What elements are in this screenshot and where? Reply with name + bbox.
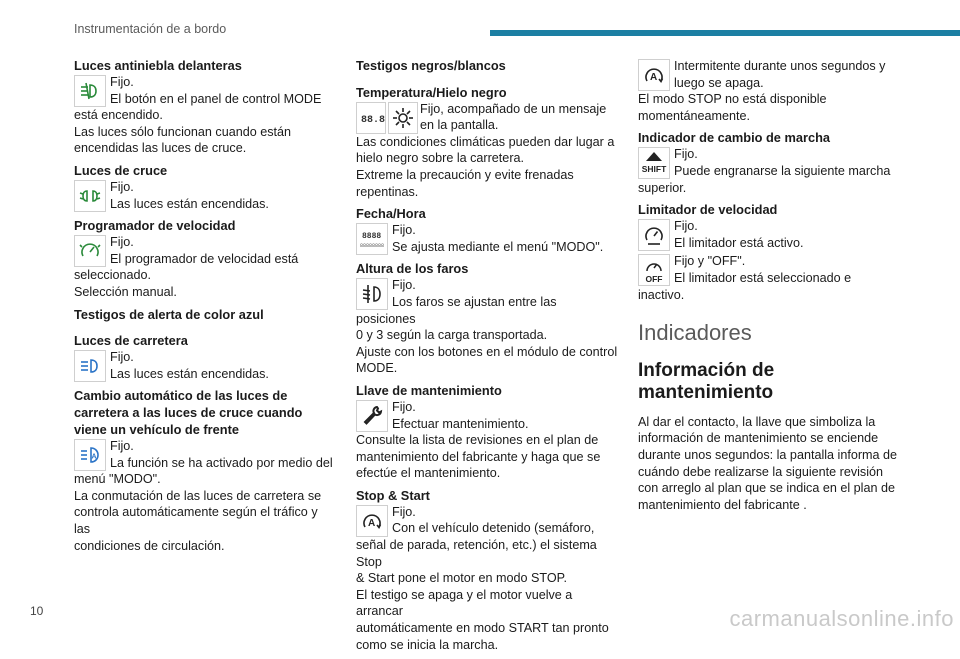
temperature-display-icon <box>356 102 386 134</box>
stop-start-icon <box>356 505 388 537</box>
temp-block: 88.8 Fijo, acompañado de un mensaje en la pantalla. Las condiciones climáticas pueden dar lugar a hielo negro sobre la carretera. Extreme la precaución y evite frenadas repentinas. <box>356 101 615 199</box>
column-3 <box>638 58 900 513</box>
date-block: 8888 88888888 Fijo. Se ajusta mediante el menú "MODO". <box>356 222 618 255</box>
low-beam-icon <box>74 180 106 212</box>
low-beam-block: Fijo. Las luces están encendidas. <box>74 179 336 212</box>
stopstart-block: A Fijo. Con el vehículo detenido (semáforo, señal de parada, retención, etc.) el sistema Stop & Start pone el motor en modo STOP. El testigo se apaga y el motor vuelve a arrancar automáticamente en modo START tan pronto como se inicia la marcha. <box>356 504 609 652</box>
gear-title: Indicador de cambio de marcha <box>638 130 831 146</box>
svg-text:A: A <box>368 517 376 529</box>
auto-beam-title: Cambio automático de las luces de carretera a las luces de cruce cuando viene un vehículo de frente <box>74 388 303 437</box>
auto-high-beam-icon <box>74 439 106 471</box>
cruise-block: Fijo. El programador de velocidad está seleccionado. Selección manual. <box>74 235 299 299</box>
svg-text:8888: 8888 <box>362 232 382 242</box>
temp-title: Temperatura/Hielo negro <box>356 84 507 100</box>
column-2 <box>356 58 618 659</box>
black-white-heading: Testigos negros/blancos <box>356 58 506 73</box>
clock-display-icon <box>356 223 388 255</box>
maintenance-info-title: Información de mantenimiento <box>638 359 775 403</box>
column-1 <box>74 58 336 560</box>
svg-text:88.8: 88.8 <box>361 114 386 126</box>
stopstart-title: Stop & Start <box>356 487 430 503</box>
limiter-active-block: Fijo. El limitador está activo. <box>638 218 900 251</box>
high-beam-icon <box>74 350 106 382</box>
headlamp-leveling-icon <box>356 278 388 310</box>
speed-limiter-off-icon <box>638 254 670 286</box>
svg-text:A: A <box>650 72 658 83</box>
headlamp-block: Fijo. Los faros se ajustan entre las posiciones 0 y 3 según la carga transportada. Ajuste con los botones en el módulo de control MODE. <box>356 278 618 376</box>
page-number: 10 <box>30 604 44 618</box>
blue-warnings-heading: Testigos de alerta de color azul <box>74 306 264 322</box>
limiter-title: Limitador de velocidad <box>638 202 778 218</box>
front-fog-lamp-icon <box>74 75 106 107</box>
fog-front-block: Fijo. El botón en el panel de control MODE está encendido. Las luces sólo funcionan cuando están encendidas las luces de cruce. <box>74 75 322 156</box>
date-title: Fecha/Hora <box>356 206 426 222</box>
low-beam-title: Luces de cruce <box>74 162 168 178</box>
service-block: Fijo. Efectuar mantenimiento. Consulte la lista de revisiones en el plan de mantenimiento del fabricante y haga que se efectúe el mantenimiento. <box>356 399 601 481</box>
svg-text:SHIFT: SHIFT <box>641 164 667 175</box>
cruise-control-icon <box>74 235 106 267</box>
service-title: Llave de mantenimiento <box>356 382 502 398</box>
fog-front-title: Luces antiniebla delanteras <box>74 58 242 73</box>
high-beam-block: Fijo. Las luces están encendidas. <box>74 349 336 382</box>
maintenance-info-text: Al dar el contacto, la llave que simboliza la información de mantenimiento se enciende durante unos segundos: la pantalla informa de cuándo debe realizarse la siguiente revisión con arreglo al plan que se indica en el plan de mantenimiento del fabricante . <box>638 414 898 512</box>
gear-block: SHIFT Fijo. Puede engranarse la siguiente marcha superior. <box>638 147 891 195</box>
svg-text:88888888: 88888888 <box>360 243 385 250</box>
header-accent-bar <box>490 30 960 36</box>
black-ice-icon <box>388 102 418 134</box>
svg-text:A: A <box>91 453 97 461</box>
shift-up-icon <box>638 147 670 179</box>
high-beam-title: Luces de carretera <box>74 333 188 349</box>
stop-start-icon <box>638 59 670 91</box>
headlamp-title: Altura de los faros <box>356 261 469 277</box>
wrench-icon <box>356 400 388 432</box>
limiter-off-block: OFF Fijo y "OFF". El limitador está seleccionado e inactivo. <box>638 254 852 302</box>
cruise-title: Programador de velocidad <box>74 218 236 234</box>
header-title: Instrumentación de a bordo <box>74 22 227 36</box>
watermark: carmanualsonline.info <box>729 606 954 631</box>
svg-text:OFF: OFF <box>645 274 663 285</box>
auto-beam-block: A Fijo. La función se ha activado por medio del menú "MODO". La conmutación de las luces de carretera se controla automáticamente según el tráfico y las condiciones de circulación. <box>74 439 333 553</box>
speed-limiter-icon <box>638 219 670 251</box>
indicators-section-title: Indicadores <box>638 320 752 346</box>
stop-blink-block: A Intermitente durante unos segundos y luego se apaga. El modo STOP no está disponible momentáneamente. <box>638 59 886 123</box>
